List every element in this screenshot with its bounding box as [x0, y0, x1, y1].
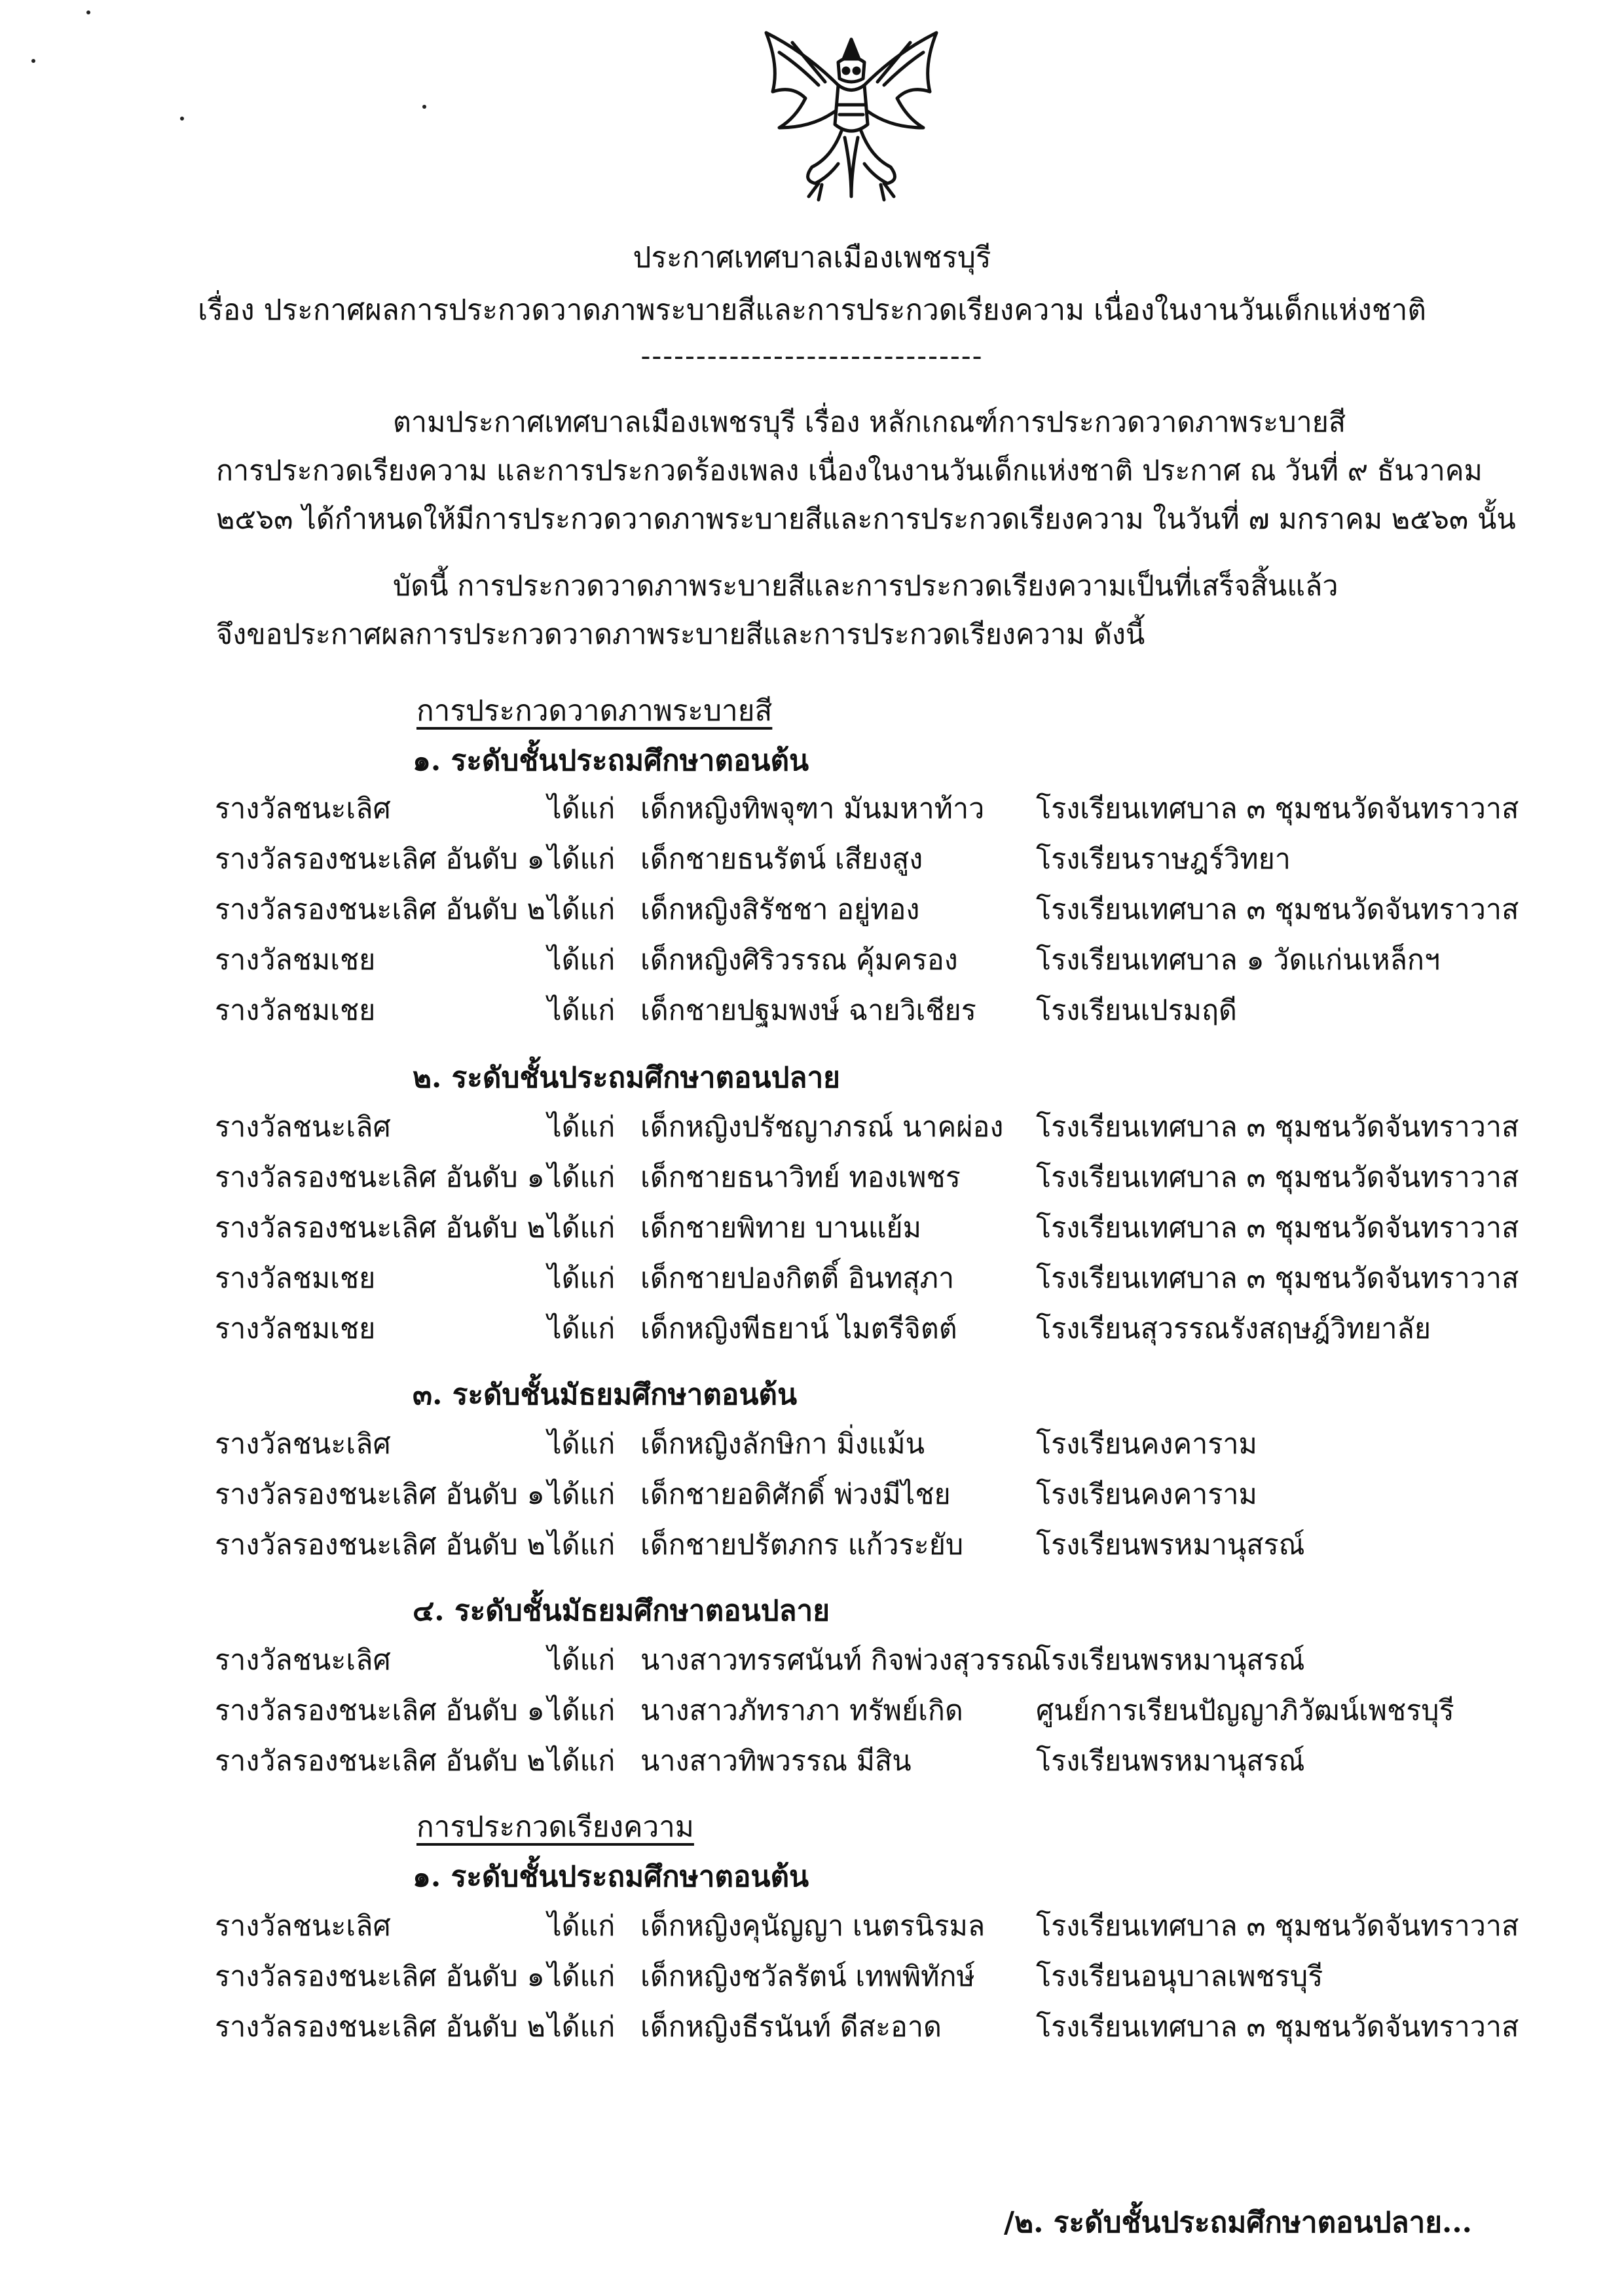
award-row — [215, 937, 1492, 978]
intro-line: ตามประกาศเทศบาลเมืองเพชรบุรี เรื่อง หลักเกณฑ์การประกวดวาดภาพระบายสี — [393, 406, 1346, 439]
award-label: รางวัลชมเชย — [215, 1262, 376, 1295]
award-row — [215, 1256, 1519, 1296]
award-label: รางวัลชนะเลิศ — [215, 1111, 391, 1144]
award-verb: ได้แก่ — [547, 1212, 616, 1244]
level-title: ๒. ระดับชั้นประถมศึกษาตอนปลาย — [413, 1061, 840, 1094]
intro-paragraph — [216, 398, 1516, 544]
award-label: รางวัลรองชนะเลิศ อันดับ ๒ — [215, 2011, 545, 2043]
award-verb: ได้แก่ — [547, 2011, 616, 2043]
award-label: รางวัลชนะเลิศ — [215, 1644, 391, 1677]
award-row — [215, 836, 1492, 877]
section-title-essay: การประกวดเรียงความ — [416, 1810, 694, 1844]
school-name: โรงเรียนคงคาราม — [1036, 1478, 1257, 1511]
section-title-drawing: การประกวดวาดภาพระบายสี — [416, 694, 773, 728]
award-verb: ได้แก่ — [547, 843, 616, 876]
intro-line: การประกวดเรียงความ และการประกวดร้องเพลง เนื่องในงานวันเด็กแห่งชาติ ประกาศ ณ วันที่ ๙ ธันวาคม — [216, 455, 1483, 487]
winner-name: เด็กชายปฐมพงษ์ ฉายวิเชียร — [640, 994, 976, 1027]
award-label: รางวัลรองชนะเลิศ อันดับ ๒ — [215, 1745, 545, 1778]
level-title: ๑. ระดับชั้นประถมศึกษาตอนต้น — [413, 1860, 809, 1894]
award-verb: ได้แก่ — [547, 793, 616, 825]
award-verb: ได้แก่ — [547, 944, 616, 977]
school-name: โรงเรียนอนุบาลเพชรบุรี — [1036, 1960, 1323, 1993]
winner-name: เด็กหญิงศิริวรรณ คุ้มครอง — [640, 944, 958, 977]
award-verb: ได้แก่ — [547, 1111, 616, 1144]
award-verb: ได้แก่ — [547, 1529, 616, 1561]
award-label: รางวัลชนะเลิศ — [215, 793, 391, 825]
winner-name: เด็กหญิงธีรนันท์ ดีสะอาด — [640, 2011, 942, 2043]
school-name: ศูนย์การเรียนปัญญาภิวัฒน์เพชรบุรี — [1036, 1694, 1454, 1727]
school-name: โรงเรียนสุวรรณรังสฤษฎ์วิทยาลัย — [1036, 1313, 1431, 1345]
school-name: โรงเรียนพรหมานุสรณ์ — [1036, 1644, 1305, 1677]
award-row — [215, 1306, 1492, 1347]
award-row — [215, 2004, 1519, 2045]
award-row — [215, 1738, 1492, 1779]
document-subject: เรื่อง ประกาศผลการประกวดวาดภาพระบายสีและการประกวดเรียงความ เนื่องในงานวันเด็กแห่งชาติ — [198, 293, 1426, 327]
announcement-line: จึงขอประกาศผลการประกวดวาดภาพระบายสีและการประกวดเรียงความ ดังนี้ — [216, 618, 1145, 651]
winner-name: เด็กหญิงทิพจุฑา มันมหาท้าว — [640, 793, 985, 825]
award-row — [215, 1205, 1519, 1246]
winner-name: เด็กชายปรัตภกร แก้วระยับ — [640, 1529, 964, 1561]
award-label: รางวัลชมเชย — [215, 994, 376, 1027]
winner-name: นางสาวทรรศนันท์ กิจพ่วงสุวรรณ — [640, 1644, 1042, 1677]
announcement-line: บัดนี้ การประกวดวาดภาพระบายสีและการประกวดเรียงความเป็นที่เสร็จสิ้นแล้ว — [393, 570, 1338, 603]
award-verb: ได้แก่ — [547, 1161, 616, 1194]
scan-speck — [31, 59, 35, 63]
level-title: ๓. ระดับชั้นมัธยมศึกษาตอนต้น — [413, 1378, 798, 1411]
award-verb: ได้แก่ — [547, 1910, 616, 1943]
award-label: รางวัลรองชนะเลิศ อันดับ ๑ — [215, 1960, 545, 1993]
winner-name: เด็กชายธนรัตน์ เสียงสูง — [640, 843, 923, 876]
award-verb: ได้แก่ — [547, 1960, 616, 1993]
continuation-note: /๒. ระดับชั้นประถมศึกษาตอนปลาย... — [1004, 2206, 1472, 2239]
award-row — [215, 1954, 1492, 1994]
document-title: ประกาศเทศบาลเมืองเพชรบุรี — [633, 241, 991, 274]
school-name: โรงเรียนเทศบาล ๓ ชุมชนวัดจันทราวาส — [1036, 793, 1519, 825]
school-name: โรงเรียนเทศบาล ๓ ชุมชนวัดจันทราวาส — [1036, 1262, 1519, 1295]
award-row — [215, 1688, 1492, 1728]
school-name: โรงเรียนเทศบาล ๓ ชุมชนวัดจันทราวาส — [1036, 1910, 1519, 1943]
award-label: รางวัลชนะเลิศ — [215, 1910, 391, 1943]
award-verb: ได้แก่ — [547, 1262, 616, 1295]
award-row — [215, 988, 1492, 1028]
award-verb: ได้แก่ — [547, 1745, 616, 1778]
winner-name: เด็กหญิงพีธยาน์ ไมตรีจิตต์ — [640, 1313, 957, 1345]
level-title: ๔. ระดับชั้นมัธยมศึกษาตอนปลาย — [413, 1594, 830, 1628]
award-verb: ได้แก่ — [547, 1694, 616, 1727]
garuda-emblem-icon — [740, 13, 963, 210]
award-label: รางวัลรองชนะเลิศ อันดับ ๑ — [215, 1161, 545, 1194]
school-name: โรงเรียนเทศบาล ๓ ชุมชนวัดจันทราวาส — [1036, 893, 1519, 926]
award-row — [215, 786, 1519, 827]
school-name: โรงเรียนคงคาราม — [1036, 1428, 1257, 1461]
award-label: รางวัลรองชนะเลิศ อันดับ ๑ — [215, 1694, 545, 1727]
school-name: โรงเรียนราษฎร์วิทยา — [1036, 843, 1291, 876]
school-name: โรงเรียนเทศบาล ๓ ชุมชนวัดจันทราวาส — [1036, 2011, 1519, 2043]
award-verb: ได้แก่ — [547, 1428, 616, 1461]
school-name: โรงเรียนเทศบาล ๓ ชุมชนวัดจันทราวาส — [1036, 1111, 1519, 1144]
award-label: รางวัลชมเชย — [215, 1313, 376, 1345]
award-row — [215, 1903, 1519, 1944]
winner-name: เด็กหญิงปรัชญาภรณ์ นาคผ่อง — [640, 1111, 1004, 1144]
award-verb: ได้แก่ — [547, 1478, 616, 1511]
winner-name: เด็กชายอดิศักดิ์ พ่วงมีไชย — [640, 1478, 951, 1511]
school-name: โรงเรียนพรหมานุสรณ์ — [1036, 1529, 1305, 1561]
award-row — [215, 1421, 1492, 1462]
award-row — [215, 1155, 1519, 1195]
award-verb: ได้แก่ — [547, 1313, 616, 1345]
school-name: โรงเรียนเทศบาล ๓ ชุมชนวัดจันทราวาส — [1036, 1212, 1519, 1244]
intro-line: ๒๕๖๓ ได้กำหนดให้มีการประกวดวาดภาพระบายสีและการประกวดเรียงความ ในวันที่ ๗ มกราคม ๒๕๖๓ นั้น — [216, 503, 1516, 536]
award-verb: ได้แก่ — [547, 994, 616, 1027]
award-verb: ได้แก่ — [547, 893, 616, 926]
award-row — [215, 1104, 1519, 1145]
school-name: โรงเรียนเปรมฤดี — [1036, 994, 1237, 1027]
winner-name: เด็กชายพิทาย บานแย้ม — [640, 1212, 921, 1244]
award-label: รางวัลชมเชย — [215, 944, 376, 977]
winner-name: เด็กหญิงคุนัญญา เนตรนิรมล — [640, 1910, 986, 1943]
award-label: รางวัลรองชนะเลิศ อันดับ ๒ — [215, 1529, 545, 1561]
winner-name: เด็กชายปองกิตติ์ อินทสุภา — [640, 1262, 955, 1295]
winner-name: นางสาวภัทราภา ทรัพย์เกิด — [640, 1694, 963, 1727]
scan-speck — [422, 105, 426, 109]
winner-name: เด็กชายธนาวิทย์ ทองเพชร — [640, 1161, 961, 1194]
winner-name: เด็กหญิงชวัลรัตน์ เทพพิทักษ์ — [640, 1960, 975, 1993]
award-label: รางวัลรองชนะเลิศ อันดับ ๑ — [215, 843, 545, 876]
school-name: โรงเรียนพรหมานุสรณ์ — [1036, 1745, 1305, 1778]
winner-name: เด็กหญิงสิรัชชา อยู่ทอง — [640, 893, 920, 926]
award-row — [215, 1637, 1492, 1678]
scan-speck — [180, 117, 184, 121]
level-title: ๑. ระดับชั้นประถมศึกษาตอนต้น — [413, 744, 809, 777]
award-row — [215, 1522, 1492, 1563]
award-row — [215, 1472, 1492, 1512]
winner-name: เด็กหญิงลักษิกา มิ่งแม้น — [640, 1428, 925, 1461]
award-row — [215, 887, 1519, 927]
scan-speck — [86, 10, 90, 14]
award-label: รางวัลรองชนะเลิศ อันดับ ๑ — [215, 1478, 545, 1511]
school-name: โรงเรียนเทศบาล ๑ วัดแก่นเหล็กฯ — [1036, 944, 1441, 977]
title-divider: ------------------------------- — [640, 339, 984, 373]
award-verb: ได้แก่ — [547, 1644, 616, 1677]
winner-name: นางสาวทิพวรรณ มีสิน — [640, 1745, 912, 1778]
award-label: รางวัลรองชนะเลิศ อันดับ ๒ — [215, 1212, 545, 1244]
school-name: โรงเรียนเทศบาล ๓ ชุมชนวัดจันทราวาส — [1036, 1161, 1519, 1194]
award-label: รางวัลรองชนะเลิศ อันดับ ๒ — [215, 893, 545, 926]
announcement-paragraph — [216, 562, 1460, 659]
award-label: รางวัลชนะเลิศ — [215, 1428, 391, 1461]
